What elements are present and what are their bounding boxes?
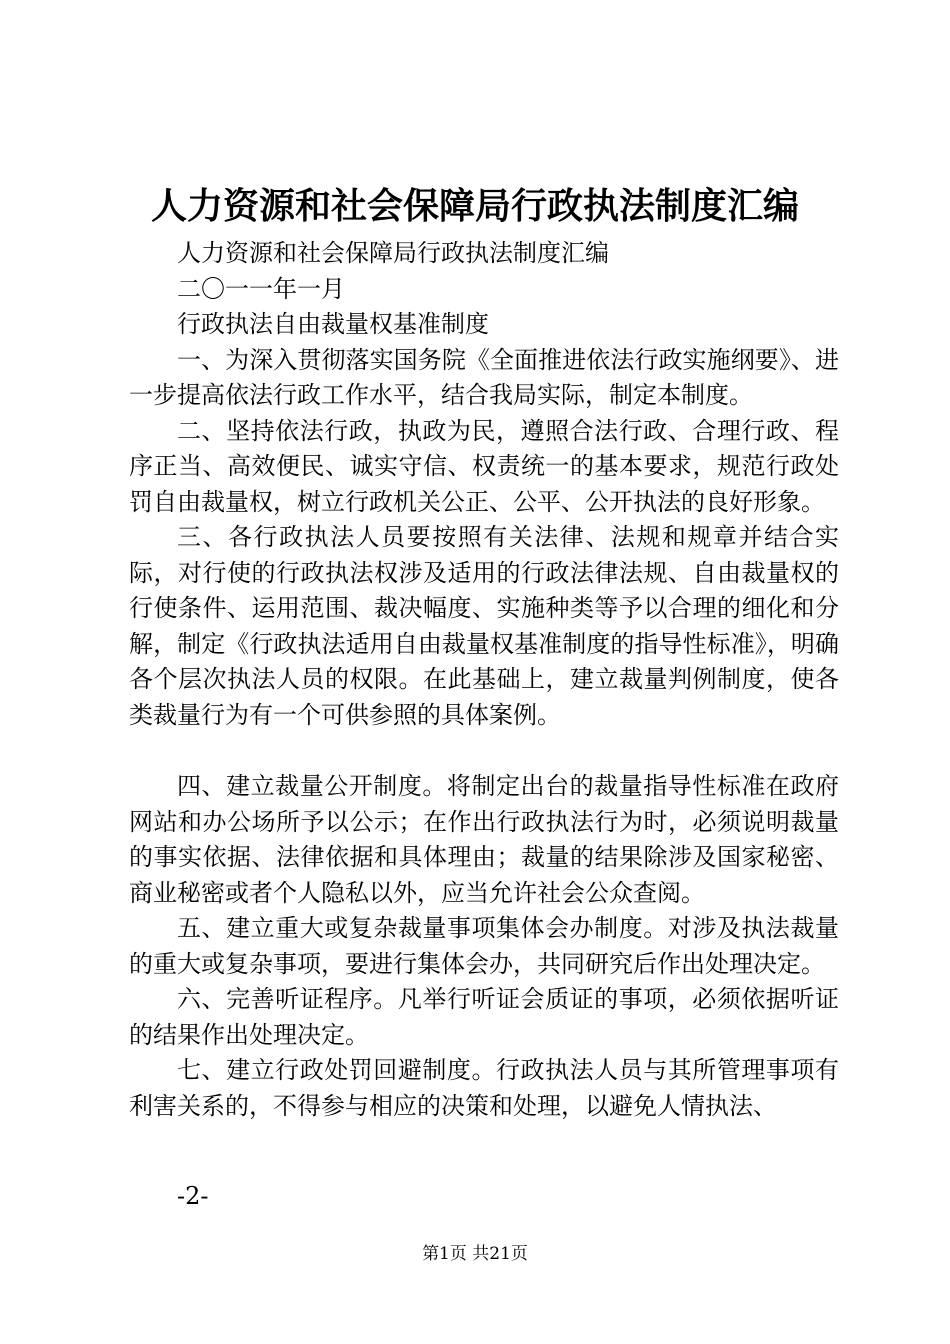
- paragraph-2: 二、坚持依法行政，执政为民，遵照合法行政、合理行政、程序正当、高效便民、诚实守信、权责统一的基本要求，规范行政处罚自由裁量权，树立行政机关公正、公平、公开执法的良好形象。: [129, 416, 839, 516]
- page-number-mark: -2-: [177, 1182, 209, 1210]
- paragraph-6: 六、完善听证程序。凡举行听证会质证的事项，必须依据听证的结果作出处理决定。: [129, 985, 839, 1049]
- section-heading: 行政执法自由裁量权基准制度: [177, 310, 489, 338]
- paragraph-1: 一、为深入贯彻落实国务院《全面推进依法行政实施纲要》、进一步提高依法行政工作水平，结合我局实际，制定本制度。: [129, 345, 839, 409]
- paragraph-4: 四、建立裁量公开制度。将制定出台的裁量指导性标准在政府网站和办公场所予以公示；在作出行政执法行为时，必须说明裁量的事实依据、法律依据和具体理由；裁量的结果除涉及国家秘密、商业秘密或者个人隐私以外，应当允许社会公众查阅。: [129, 772, 839, 907]
- paragraph-3: 三、各行政执法人员要按照有关法律、法规和规章并结合实际，对行使的行政执法权涉及适用的行政法律法规、自由裁量权的行使条件、运用范围、裁决幅度、实施种类等予以合理的细化和分解，制定《行政执法适用自由裁量权基准制度的指导性标准》，明确各个层次执法人员的权限。在此基础上，建立裁量判例制度，使各类裁量行为有一个可供参照的具体案例。: [129, 523, 839, 729]
- document-body: [129, 236, 839, 1124]
- document-date: 二〇一一年一月: [177, 274, 345, 303]
- paragraph-7: 七、建立行政处罚回避制度。行政执法人员与其所管理事项有利害关系的，不得参与相应的决策和处理，以避免人情执法、: [129, 1056, 839, 1120]
- page-footer: 第1页 共21页: [422, 1244, 528, 1264]
- document-title: 人力资源和社会保障局行政执法制度汇编: [150, 185, 799, 227]
- document-subtitle: 人力资源和社会保障局行政执法制度汇编: [177, 239, 609, 267]
- paragraph-5: 五、建立重大或复杂裁量事项集体会办制度。对涉及执法裁量的重大或复杂事项，要进行集体会办，共同研究后作出处理决定。: [129, 914, 839, 978]
